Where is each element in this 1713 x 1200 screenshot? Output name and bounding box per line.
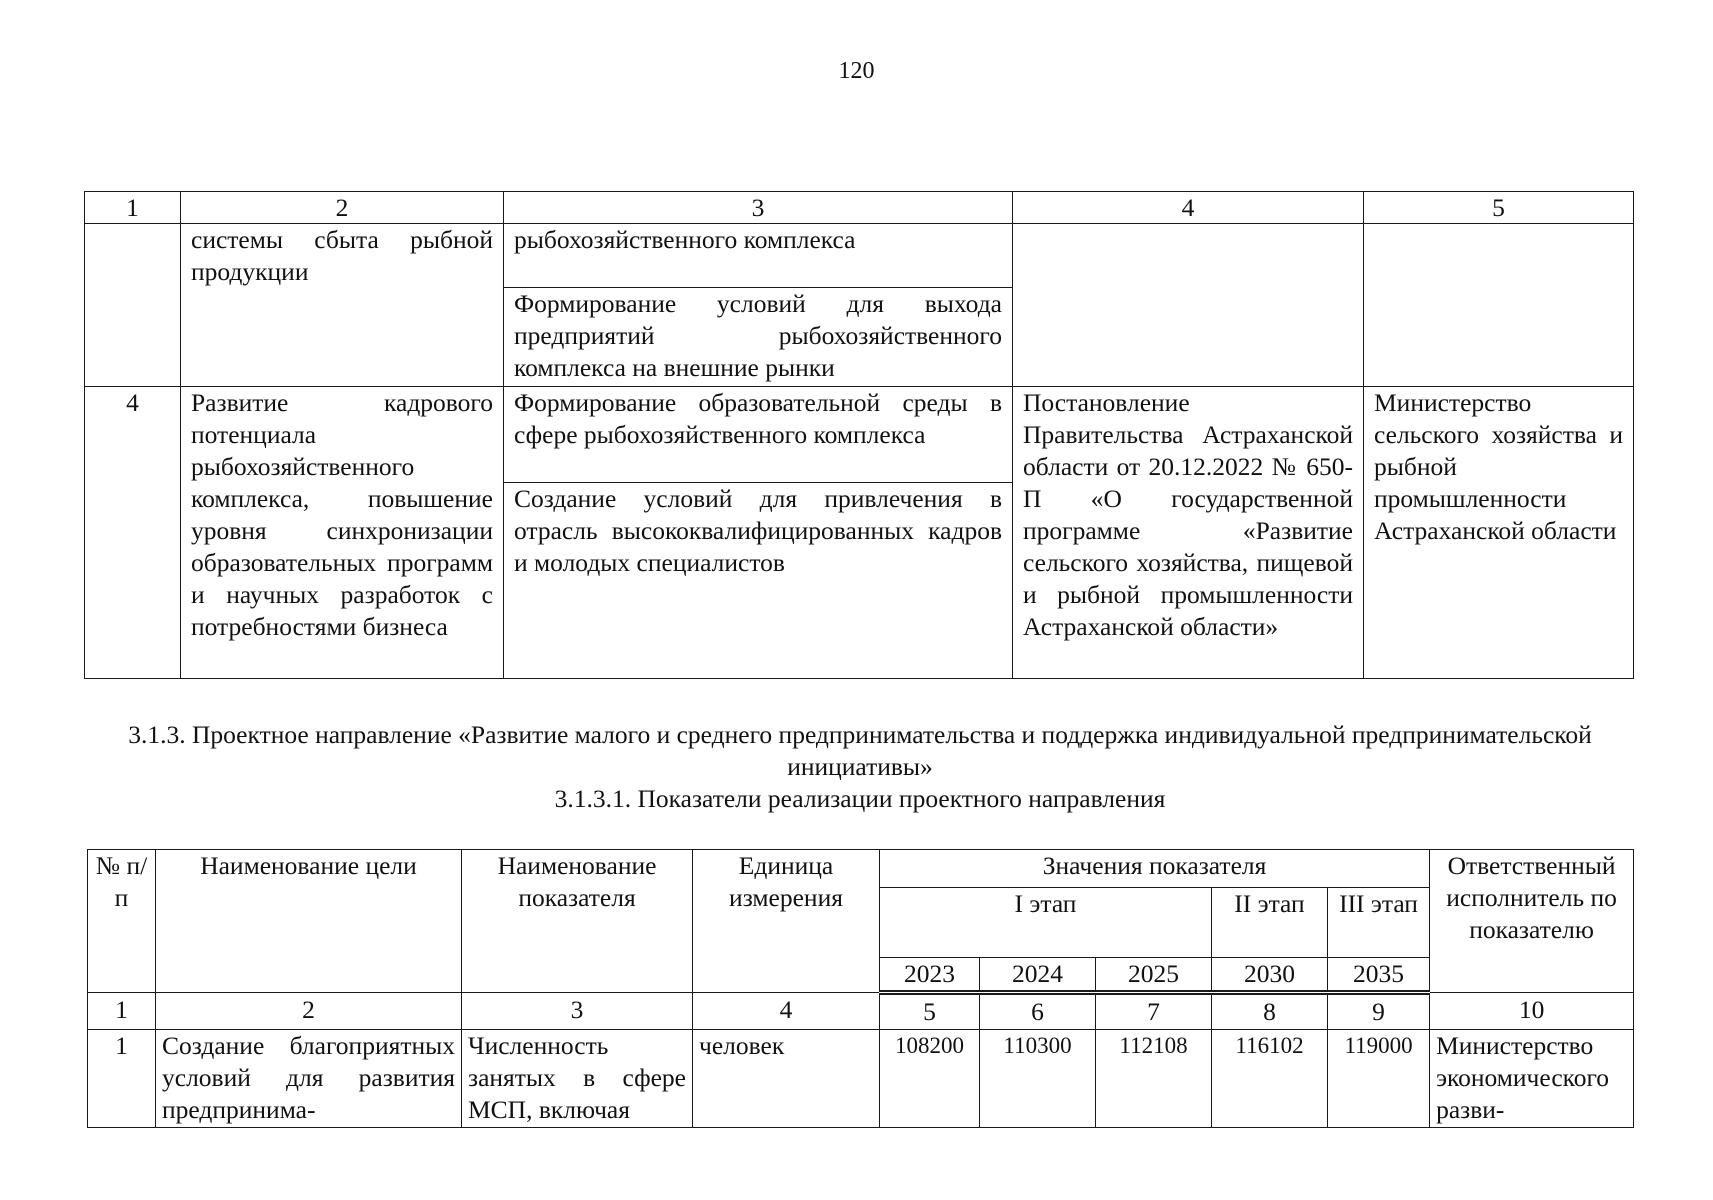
measure-cell: рыбохозяйственного комплекса <box>504 224 1013 288</box>
column-number-row <box>85 192 1634 224</box>
column-number: 7 <box>1096 993 1212 1030</box>
column-number: 1 <box>88 993 156 1030</box>
header-responsible: Ответственный исполнитель по показателю <box>1430 850 1634 993</box>
measure-cell: Создание условий для привлечения в отрасль высококвалифицированных кадров и молодых специалистов <box>504 483 1013 679</box>
header-row <box>88 850 1634 888</box>
column-number: 9 <box>1328 993 1430 1030</box>
responsible-cell: Министерство сельского хозяйства и рыбной промышленности Астраханской области <box>1364 387 1634 679</box>
column-number: 5 <box>880 993 980 1030</box>
value-cell: 112108 <box>1096 1030 1212 1128</box>
responsible-cell: Министерство экономического разви- <box>1430 1030 1634 1128</box>
table-cell <box>85 224 181 387</box>
header-values: Значения показателя <box>880 850 1430 888</box>
indicators-table <box>87 849 1634 1128</box>
row-number: 4 <box>85 387 181 679</box>
section-subtitle: 3.1.3.1. Показатели реализации проектного направления <box>554 784 1166 813</box>
table-row <box>88 1030 1634 1128</box>
header-unit: Единица измерения <box>693 850 880 993</box>
value-cell: 108200 <box>880 1030 980 1128</box>
column-number-row <box>88 993 1634 1030</box>
table-cell <box>1364 224 1634 387</box>
column-number: 8 <box>1212 993 1328 1030</box>
column-number: 4 <box>693 993 880 1030</box>
header-stage-1: I этап <box>880 888 1212 958</box>
header-goal: Наименование цели <box>156 850 462 993</box>
measure-cell: Формирование образовательной среды в сфере рыбохозяйственного комплекса <box>504 387 1013 483</box>
table-cell <box>1013 224 1364 387</box>
column-number: 4 <box>1013 192 1364 224</box>
header-year: 2023 <box>880 958 980 993</box>
header-stage-2: II этап <box>1212 888 1328 958</box>
table-row <box>85 387 1634 483</box>
indicator-cell: Численность занятых в сфере МСП, включая <box>462 1030 693 1128</box>
column-number: 2 <box>181 192 504 224</box>
measures-table <box>84 191 1634 679</box>
column-number: 3 <box>462 993 693 1030</box>
column-number: 5 <box>1364 192 1634 224</box>
unit-cell: человек <box>693 1030 880 1128</box>
table-row <box>85 224 1634 288</box>
row-number: 1 <box>88 1030 156 1128</box>
regulation-cell: Постановление Правительства Астраханской области от 20.12.2022 № 650-П «О государственной программе «Развитие сельского хозяйства, пищевой и рыбной промышленности Астраханской области» <box>1013 387 1364 679</box>
header-year: 2030 <box>1212 958 1328 993</box>
value-cell: 110300 <box>980 1030 1096 1128</box>
value-cell: 116102 <box>1212 1030 1328 1128</box>
header-stage-3: III этап <box>1328 888 1430 958</box>
goal-cell: Создание благоприятных условий для развития предпринима- <box>156 1030 462 1128</box>
page-number: 120 <box>838 58 875 84</box>
column-number: 10 <box>1430 993 1634 1030</box>
value-cell: 119000 <box>1328 1030 1430 1128</box>
header-year: 2025 <box>1096 958 1212 993</box>
header-indicator: Наименование показателя <box>462 850 693 993</box>
column-number: 1 <box>85 192 181 224</box>
column-number: 2 <box>156 993 462 1030</box>
section-title: 3.1.3. Проектное направление «Развитие малого и среднего предпринимательства и поддержка индивидуальной предпринимательской инициативы» <box>128 720 1592 781</box>
column-number: 3 <box>504 192 1013 224</box>
task-name-cell: системы сбыта рыбной продукции <box>181 224 504 387</box>
task-name-cell: Развитие кадрового потенциала рыбохозяйственного комплекса, повышение уровня синхронизации образовательных программ и научных разработок с потребностями бизнеса <box>181 387 504 679</box>
column-number: 6 <box>980 993 1096 1030</box>
header-year: 2035 <box>1328 958 1430 993</box>
measure-cell: Формирование условий для выхода предприятий рыбохозяйственного комплекса на внешние рынки <box>504 288 1013 387</box>
header-year: 2024 <box>980 958 1096 993</box>
header-number: № п/п <box>88 850 156 993</box>
